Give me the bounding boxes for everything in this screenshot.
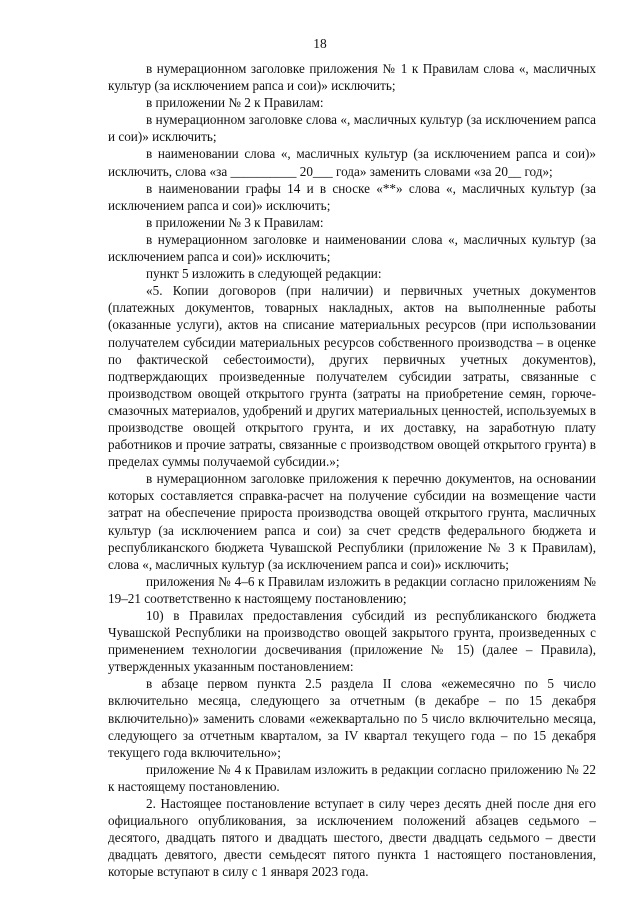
paragraph: приложения № 4–6 к Правилам изложить в редакции согласно приложениям № 19–21 соответственно к настоящему постановлению; (108, 573, 596, 606)
paragraph: пункт 5 изложить в следующей редакции: (146, 266, 382, 282)
paragraph: в наименовании слова «, масличных культур (за исключением рапса и сои)» исключить, слова «за __________ 20___ года» заменить словами «за 20__ год»; (108, 146, 596, 179)
page-number: 18 (313, 36, 327, 51)
paragraph: 10) в Правилах предоставления субсидий из республиканского бюджета Чувашской Республики на производство овощей закрытого грунта, произведенных с применением технологии досвечивания (приложение № 15) (далее – Правила), утвержденных указанным постановлением: (108, 608, 596, 675)
paragraph: в нумерационном заголовке и наименовании слова «, масличных культур (за исключением рапса и сои)» исключить; (108, 231, 596, 265)
paragraph: в абзаце первом пункта 2.5 раздела II слова «ежемесячно по 5 число включительно месяца, следующего за отчетным (в декабре – по 15 декабря включительно)» заменить словами «ежеквартально по 5 число включительно месяца, следующего за отчетным кварталом, за IV квартал текущего года – по 15 декабря текущего года включительно»; (108, 676, 596, 760)
paragraph: в приложении № 3 к Правилам: (146, 214, 324, 230)
paragraph: в нумерационном заголовке приложения к перечню документов, на основании которых составляется справка-расчет на получение субсидии на возмещение части затрат на обеспечение прироста производства овощей открытого грунта, масличных культур (за исключением рапса и сои) за счет средств федерального бюджета и республиканского бюджета Чувашской Республики (приложение № 3 к Правилам), слова «, масличных культур (за исключением рапса и сои)» исключить; (108, 471, 596, 572)
paragraph: «5. Копии договоров (при наличии) и первичных учетных документов (платежных документов, товарных накладных, актов на выполненные работы (оказанные услуги), актов на списание материальных ресурсов (при использовании получателем субсидии материальных ресурсов собственного производства – в оценке по фактической себестоимости), других первичных учетных документов), подтверждающих произведенные получателем субсидии затраты, связанные с производством овощей открытого грунта (затраты на приобретение семян, горюче-смазочных материалов, удобрений и других материальных ценностей, используемых в производстве овощей открытого грунта, и их доставку, на заработную плату работников и прочие затраты, связанные с производством овощей открытого грунта) в пределах суммы получаемой субсидии.»; (108, 283, 596, 470)
paragraph: приложение № 4 к Правилам изложить в редакции согласно приложению № 22 к настоящему постановлению. (108, 761, 596, 794)
paragraph: в нумерационном заголовке слова «, масличных культур (за исключением рапса и сои)» исключить; (108, 112, 596, 145)
paragraph: в наименовании графы 14 и в сноске «**» слова «, масличных культур (за исключением рапса и сои)» исключить; (108, 180, 596, 213)
paragraph: 2. Настоящее постановление вступает в силу через десять дней после дня его официального опубликования, за исключением положений абзацев седьмого – десятого, двадцать пятого и двадцать шестого, двести двадцать седьмого – двести двадцать девятого, двести семьдесят пятого пункта 1 настоящего постановления, которые вступают в силу с 1 января 2023 года. (108, 796, 596, 880)
paragraph: в нумерационном заголовке приложения № 1 к Правилам слова «, масличных культур (за исключением рапса и сои)» исключить; (108, 61, 596, 94)
document-body (108, 60, 596, 881)
paragraph: в приложении № 2 к Правилам: (146, 95, 324, 111)
